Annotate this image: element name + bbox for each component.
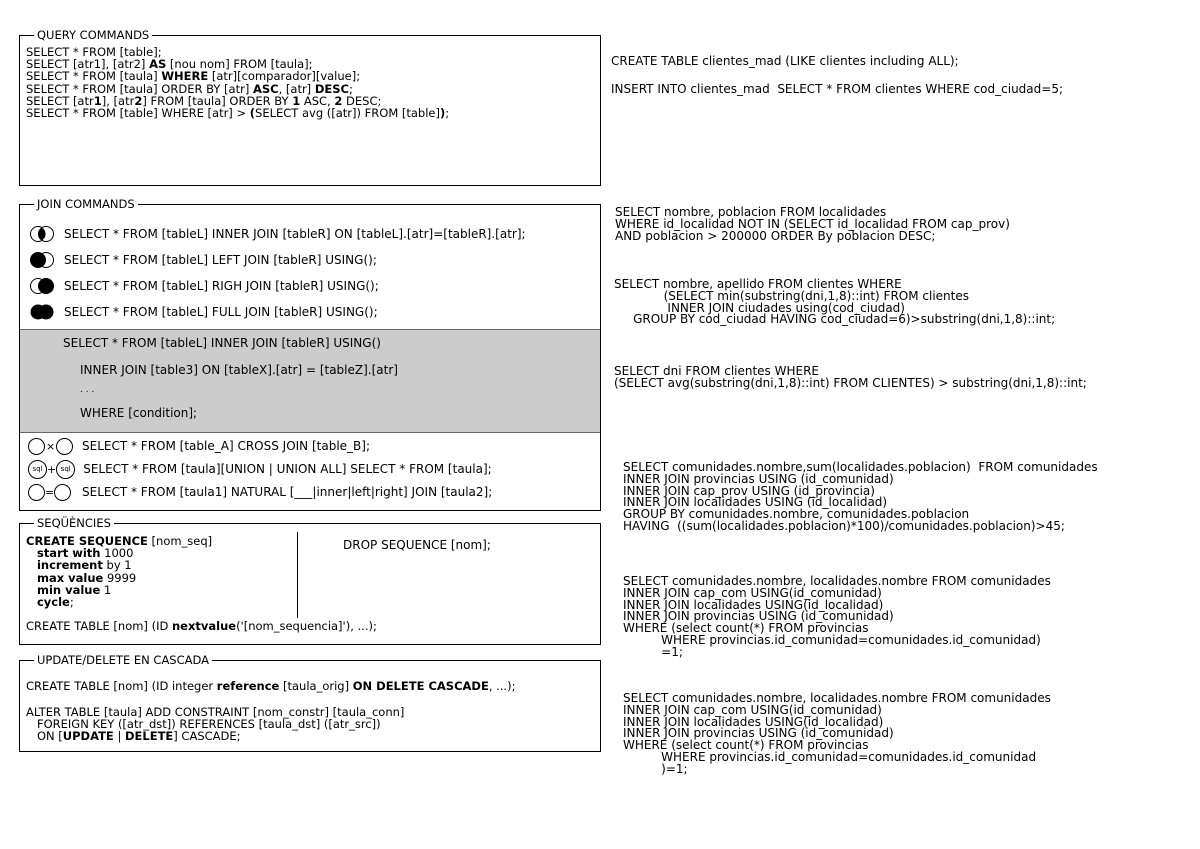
keyword-bold: min value <box>36 582 101 597</box>
example-create-like: CREATE TABLE clientes_mad (LIKE clientes including ALL); <box>611 54 959 68</box>
join-row-inner-text: SELECT * FROM [tableL] INNER JOIN [tableR] ON [tableL].[atr]=[tableR].[atr]; <box>64 227 526 241</box>
keyword-bold: ( <box>249 106 256 121</box>
code-text: FOREIGN KEY ([atr_dst]) REFERENCES [taula_dst] ([atr_src]) <box>26 717 381 732</box>
code-text: [atr][comparador][value]; <box>208 69 361 84</box>
right-join-venn-icon <box>28 277 56 295</box>
query-commands-lines <box>26 46 449 119</box>
keyword-bold: ON DELETE CASCADE <box>352 679 489 693</box>
example-min-subquery: SELECT nombre, apellido FROM clientes WHERE (SELECT min(substring(dni,1,8)::int) FROM clientes INNER JOIN ciudades using(cod_ciudad) GROUP BY cod_ciudad HAVING cod_ciudad=6)>substring(dni,1,8)::int; <box>614 277 1056 327</box>
join-row-right <box>20 273 600 299</box>
table-circle-icon <box>54 484 71 501</box>
code-text: CREATE TABLE [nom] (ID <box>26 619 172 633</box>
example-count-subquery-2: SELECT comunidades.nombre, localidades.nombre FROM comunidades INNER JOIN cap_com USING(id_comunidad) INNER JOIN localidades USING(id_localidad) INNER JOIN provincias USING (id_comunidad) WHERE (select count(*) FROM provincias WHERE provincias.id_comunidad=comunidades.id_comunidad )=1; <box>623 691 1051 776</box>
create-table-nextvalue <box>26 619 377 633</box>
code-line <box>26 596 212 608</box>
code-text: [taula_orig] <box>279 679 353 693</box>
join-row-natural <box>20 479 600 505</box>
join-commands-title: JOIN COMMANDS <box>34 197 138 211</box>
code-text: , [atr] <box>278 81 315 96</box>
code-text <box>26 595 37 609</box>
keyword-bold: CREATE SEQUENCE <box>26 534 148 548</box>
create-sequence-lines <box>26 535 212 608</box>
example-insert-select: INSERT INTO clientes_mad SELECT * FROM clientes WHERE cod_ciudad=5; <box>611 82 1063 96</box>
natural-operator: = <box>45 485 55 499</box>
join-commands-box <box>19 197 601 511</box>
code-text: ('[nom_sequencia]'), ...); <box>236 619 377 633</box>
join-row-full-text: SELECT * FROM [tableL] FULL JOIN [tableR] USING(); <box>64 305 378 319</box>
example-group-having: SELECT comunidades.nombre,sum(localidades.poblacion) FROM comunidades INNER JOIN provincias USING (id_comunidad) INNER JOIN cap_prov USING (id_provincia) INNER JOIN localidades USING (id_localidad) GROUP BY comunidades.nombre, comunidades.poblacion HAVING ((sum(localidades.poblacion)*100)/comunidades.poblacion)>45; <box>623 460 1098 533</box>
sql-circle-icon: sql <box>28 460 47 479</box>
sequences-box <box>19 516 601 645</box>
union-operator: + <box>47 462 57 476</box>
inner-join-venn-icon <box>28 225 56 243</box>
join-row-right-text: SELECT * FROM [tableL] RIGH JOIN [tableR] USING(); <box>64 279 379 293</box>
keyword-bold: 2 <box>134 93 143 108</box>
natural-join-glyph <box>28 484 74 501</box>
keyword-bold: ) <box>440 106 446 121</box>
multi-join-line-4: WHERE [condition]; <box>80 406 198 420</box>
code-text: ALTER TABLE [taula] ADD CONSTRAINT [nom_constr] [taula_conn] <box>26 705 405 719</box>
code-text: 9999 <box>103 570 137 585</box>
table-circle-icon <box>28 484 45 501</box>
multi-join-line-2: INNER JOIN [table3] ON [tableX].[atr] = [tableZ].[atr] <box>80 363 398 377</box>
cascade-create-table <box>26 679 515 693</box>
join-row-union-text: SELECT * FROM [taula][UNION | UNION ALL] SELECT * FROM [taula]; <box>83 462 492 476</box>
keyword-bold: 1 <box>93 93 102 108</box>
multi-join-block <box>20 329 600 433</box>
code-text: SELECT [atr <box>26 93 94 108</box>
table-circle-icon <box>28 438 45 455</box>
sequences-title: SEQÜÈNCIES <box>34 516 114 530</box>
multi-join-line-1: SELECT * FROM [tableL] INNER JOIN [tableR] USING() <box>63 336 381 350</box>
code-text: SELECT * FROM [taula] <box>26 69 162 84</box>
join-row-inner <box>20 221 600 247</box>
cross-operator: × <box>46 439 56 453</box>
code-text: SELECT * FROM [table] WHERE [atr] > <box>26 106 250 121</box>
code-text: SELECT [atr1], [atr2] <box>26 57 150 72</box>
keyword-bold: ASC <box>252 81 279 96</box>
keyword-bold: max value <box>36 570 104 585</box>
code-text: [nou nom] FROM [taula]; <box>166 57 313 72</box>
join-row-left-text: SELECT * FROM [tableL] LEFT JOIN [tableR] USING(); <box>64 253 377 267</box>
code-text: ; <box>348 81 353 96</box>
keyword-bold: nextvalue <box>171 619 237 633</box>
code-text: SELECT * FROM [table]; <box>26 45 162 59</box>
code-text: 1 <box>100 582 112 597</box>
query-commands-box <box>19 28 601 186</box>
keyword-bold: AS <box>149 57 167 72</box>
code-text: SELECT * FROM [taula] ORDER BY [atr] <box>26 81 253 96</box>
code-text: ; <box>69 595 74 610</box>
code-text: DESC; <box>342 93 382 108</box>
sql-circle-icon: sql <box>56 460 75 479</box>
keyword-bold: 1 <box>292 93 301 108</box>
code-text: ASC, <box>300 93 335 108</box>
code-line <box>26 730 404 742</box>
code-text: 1000 <box>100 546 134 561</box>
cascade-box <box>19 653 601 752</box>
keyword-bold: DELETE <box>124 729 174 744</box>
code-text: SELECT avg ([atr]) FROM [table] <box>255 106 440 121</box>
join-row-cross-text: SELECT * FROM [table_A] CROSS JOIN [table_B]; <box>82 439 370 453</box>
left-join-venn-icon <box>28 251 56 269</box>
keyword-bold: cycle <box>36 595 70 610</box>
example-avg-subquery: SELECT dni FROM clientes WHERE (SELECT avg(substring(dni,1,8)::int) FROM CLIENTES) > substring(dni,1,8)::int; <box>614 364 1087 390</box>
join-row-full <box>20 299 600 325</box>
keyword-bold: DESC <box>314 81 349 96</box>
code-text: | <box>113 729 125 744</box>
table-circle-icon <box>56 438 73 455</box>
code-text: ] CASCADE; <box>173 729 241 744</box>
example-count-subquery-1: SELECT comunidades.nombre, localidades.nombre FROM comunidades INNER JOIN cap_com USING(id_comunidad) INNER JOIN localidades USING(id_localidad) INNER JOIN provincias USING (id_comunidad) WHERE (select count(*) FROM provincias WHERE provincias.id_comunidad=comunidades.id_comunidad) =1; <box>623 574 1051 659</box>
join-row-natural-text: SELECT * FROM [taula1] NATURAL [___|inner|left|right] JOIN [taula2]; <box>82 485 493 499</box>
code-text: ON [ <box>26 729 63 744</box>
code-text: [nom_seq] <box>147 534 213 548</box>
example-not-in: SELECT nombre, poblacion FROM localidades WHERE id_localidad NOT IN (SELECT id_localidad FROM cap_prov) AND poblacion > 200000 ORDER By poblacion DESC; <box>615 205 1010 243</box>
code-text: CREATE TABLE [nom] (ID integer <box>26 679 217 693</box>
keyword-bold: increment <box>36 558 103 573</box>
code-text: by 1 <box>102 558 132 573</box>
cascade-title: UPDATE/DELETE EN CASCADA <box>34 653 212 667</box>
code-line <box>26 107 449 119</box>
query-commands-title: QUERY COMMANDS <box>34 28 152 42</box>
union-glyph <box>28 460 75 479</box>
cascade-alter-table <box>26 706 404 743</box>
join-row-left <box>20 247 600 273</box>
code-text: ] FROM [taula] ORDER BY <box>142 93 293 108</box>
keyword-bold: start with <box>36 546 101 561</box>
keyword-bold: UPDATE <box>62 729 114 744</box>
keyword-bold: reference <box>216 679 280 693</box>
drop-sequence-text: DROP SEQUENCE [nom]; <box>343 538 491 552</box>
keyword-bold: WHERE <box>161 69 209 84</box>
code-text: , ...); <box>488 679 516 693</box>
cross-join-glyph <box>28 438 74 455</box>
code-text: ], [atr <box>101 93 135 108</box>
multi-join-line-3: . . . <box>80 385 95 395</box>
sequences-divider <box>297 532 298 618</box>
full-join-venn-icon <box>28 303 56 321</box>
code-text: ; <box>445 106 450 121</box>
keyword-bold: 2 <box>334 93 343 108</box>
